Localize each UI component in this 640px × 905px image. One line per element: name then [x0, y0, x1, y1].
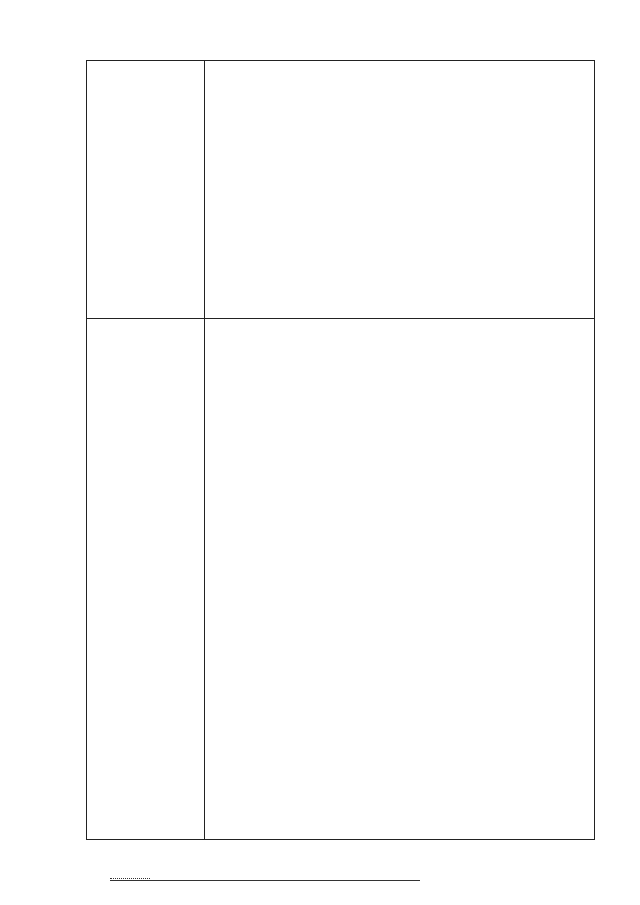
program-passport-table — [86, 60, 595, 840]
row-content-funding-text — [210, 65, 589, 79]
row-label-funding — [87, 61, 205, 319]
bottom-rule-line — [110, 880, 420, 881]
table-row — [87, 319, 595, 840]
table-row — [87, 61, 595, 319]
row-label-expected-results-text — [92, 323, 199, 337]
row-content-expected-results — [205, 319, 595, 840]
row-content-funding — [205, 61, 595, 319]
page-number — [0, 36, 640, 50]
row-label-funding-text — [92, 65, 199, 79]
document-code — [0, 846, 592, 856]
bottom-dotted-line — [110, 878, 150, 879]
row-label-expected-results — [87, 319, 205, 840]
row-content-expected-results-text — [210, 323, 589, 337]
